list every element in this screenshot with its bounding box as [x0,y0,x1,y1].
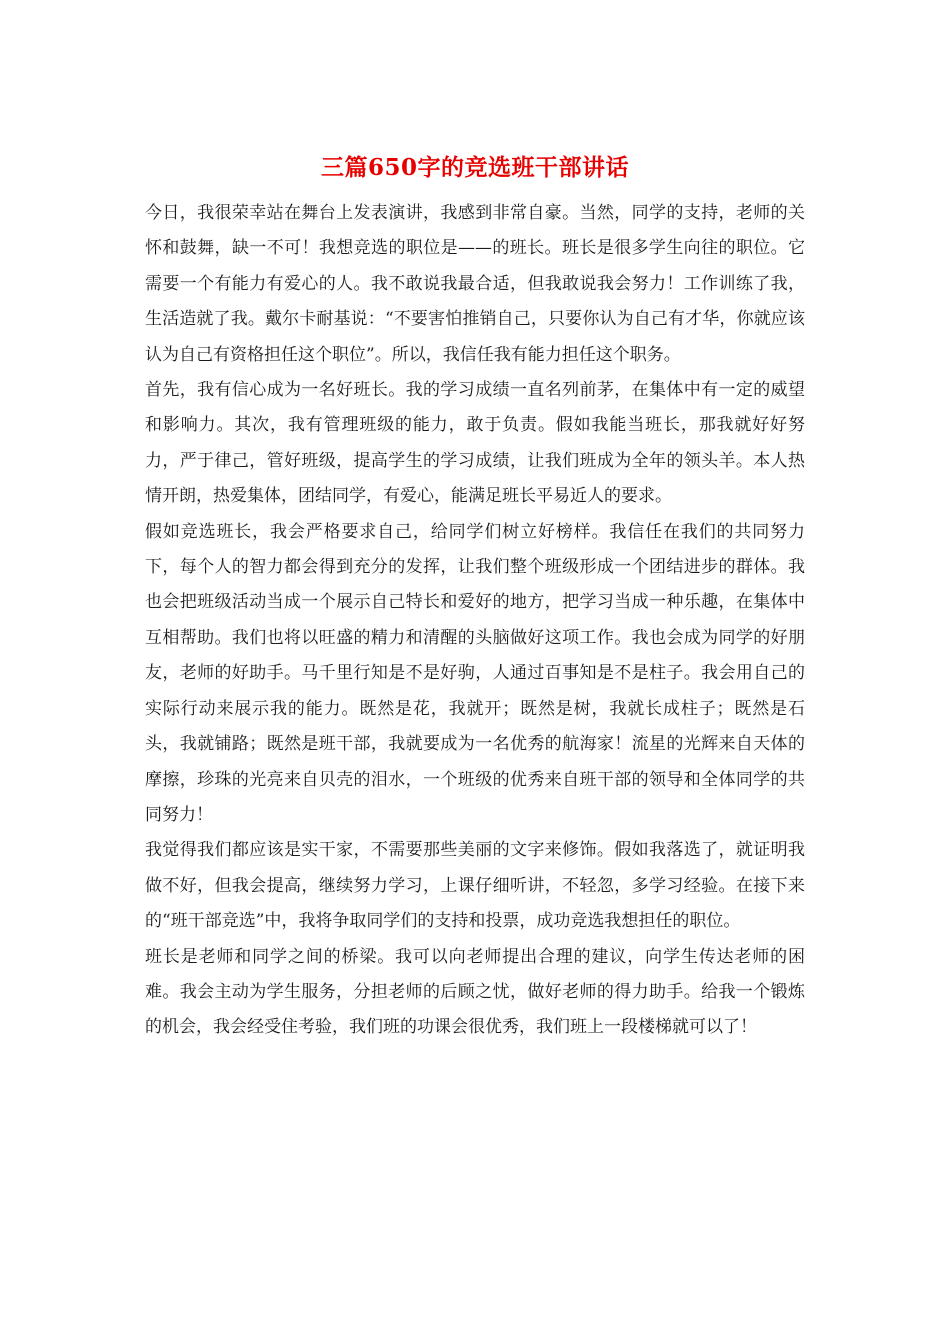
document-body [145,196,805,1046]
paragraph-5: 班长是老师和同学之间的桥梁。我可以向老师提出合理的建议，向学生传达老师的困难。我会主动为学生服务，分担老师的后顾之忧，做好老师的得力助手。给我一个锻炼的机会，我会经受住考验，我们班的功课会很优秀，我们班上一段楼梯就可以了！ [145,946,805,1038]
document-title: 三篇650字的竞选班干部讲话 [320,154,629,181]
paragraph-3: 假如竞选班长，我会严格要求自己，给同学们树立好榜样。我信任在我们的共同努力下，每个人的智力都会得到充分的发挥，让我们整个班级形成一个团结进步的群体。我也会把班级活动当成一个展示自己特长和爱好的地方，把学习当成一种乐趣，在集体中互相帮助。我们也将以旺盛的精力和清醒的头脑做好这项工作。我也会成为同学的好朋友，老师的好助手。马千里行知是不是好驹，人通过百事知是不是柱子。我会用自己的实际行动来展示我的能力。既然是花，我就开；既然是树，我就长成柱子；既然是石头，我就铺路；既然是班干部，我就要成为一名优秀的航海家！流星的光辉来自天体的摩擦，珍珠的光亮来自贝壳的泪水，一个班级的优秀来自班干部的领导和全体同学的共同努力！ [145,521,805,825]
paragraph-2: 首先，我有信心成为一名好班长。我的学习成绩一直名列前茅，在集体中有一定的威望和影响力。其次，我有管理班级的能力，敢于负责。假如我能当班长，那我就好好努力，严于律己，管好班级，提高学生的学习成绩，让我们班成为全年的领头羊。本人热情开朗，热爱集体，团结同学，有爱心，能满足班长平易近人的要求。 [145,380,805,507]
paragraph-1: 今日，我很荣幸站在舞台上发表演讲，我感到非常自豪。当然，同学的支持，老师的关怀和鼓舞，缺一不可！我想竞选的职位是——的班长。班长是很多学生向往的职位。它需要一个有能力有爱心的人。我不敢说我最合适，但我敢说我会努力！工作训练了我，生活造就了我。戴尔卡耐基说：“不要害怕推销自己，只要你认为自己有才华，你就应该认为自己有资格担任这个职位”。所以，我信任我有能力担任这个职务。 [145,203,805,365]
paragraph-4: 我觉得我们都应该是实干家，不需要那些美丽的文字来修饰。假如我落选了，就证明我做不好，但我会提高，继续努力学习，上课仔细听讲，不轻忽，多学习经验。在接下来的“班干部竞选”中，我将争取同学们的支持和投票，成功竞选我想担任的职位。 [145,840,805,932]
